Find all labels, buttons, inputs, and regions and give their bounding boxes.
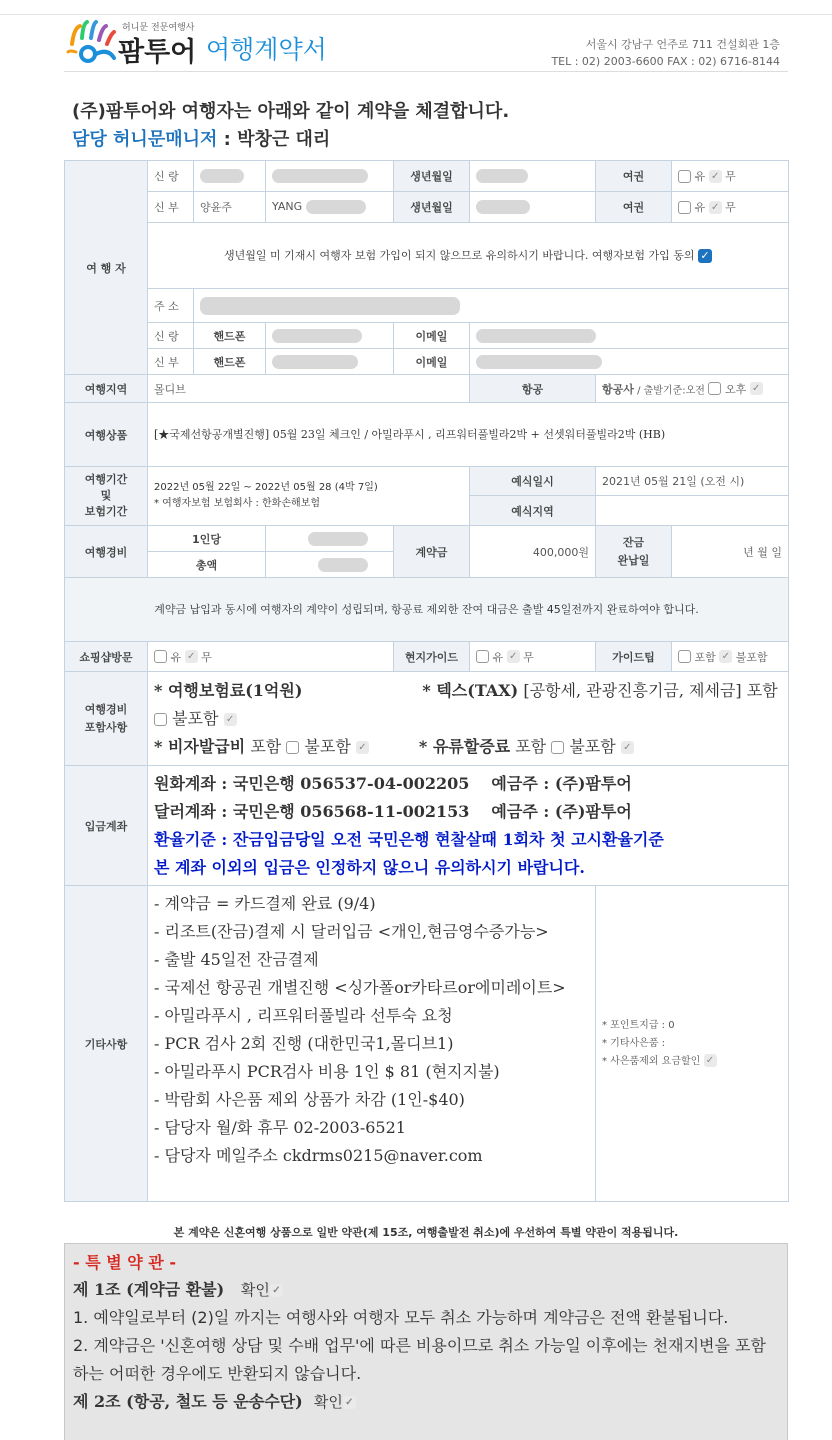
gift-discount-text: * 사은품제외 요금할인 [602, 1055, 701, 1067]
ceremony-date: 2021년 05월 21일 (오전 시) [596, 467, 789, 496]
account-label: 입금계좌 [65, 766, 148, 886]
address-line: 서울시 강남구 언주로 711 건설회관 1층 [585, 38, 780, 51]
article-1-confirm: 확인 [240, 1281, 270, 1299]
misc-item: - 아밀라푸시 PCR검사 비용 1인 $ 81 (현지지불) [154, 1062, 500, 1081]
account-info [148, 766, 789, 886]
groom-label: 신 랑 [148, 323, 194, 349]
opt-exclude: 불포함 [735, 650, 768, 664]
groom-email [470, 323, 789, 349]
period-insurer: * 여행자보험 보험회사 : 한화손해보험 [154, 498, 320, 509]
address-label: 주 소 [148, 289, 194, 323]
redacted [306, 200, 366, 214]
krw-account-no: 원화계좌 : 국민은행 056537-04-002205 [154, 773, 470, 793]
opt-exclude: 불포함 [569, 736, 616, 756]
krw-holder: 예금주 : (주)팜투어 [491, 773, 632, 793]
groom-eng-name [266, 161, 394, 192]
shopping-no-check-icon[interactable]: ✓ [185, 650, 198, 663]
misc-list [148, 886, 596, 1202]
groom-label: 신 랑 [148, 161, 194, 192]
balance-label-2: 완납일 [617, 553, 650, 567]
gift-discount-info [602, 1053, 782, 1071]
air-basis: / 출발기준:오전 [633, 385, 705, 396]
included-line-1 [154, 677, 782, 733]
redacted [200, 169, 244, 183]
region-label: 여행지역 [65, 375, 148, 403]
special-terms-note: 본 계약은 신혼여행 상품으로 일반 약관(제 15조, 여행출발전 취소)에 우선하여 특별 약관이 적용됩니다. [173, 1226, 679, 1239]
included-label-1: 여행경비 [84, 702, 128, 716]
inc-insurance: * 여행보험료(1억원) [154, 680, 303, 700]
included-label [65, 672, 148, 766]
air-company: 항공사 [602, 382, 634, 396]
groom-birth [470, 161, 596, 192]
visa-check-icon[interactable]: ✓ [356, 741, 369, 754]
inc-visa: * 비자발급비 [154, 736, 246, 756]
manager-name: 박창근 대리 [237, 129, 331, 150]
opt-no: 무 [725, 201, 736, 214]
period-label-2: 및 [100, 489, 112, 502]
product-value: [★국제선항공개별진행] 05월 23일 체크인 / 아밀라푸시 , 리프워터풀빌라2박 + 선셋워터풀빌라2박 (HB) [148, 403, 789, 467]
groom-phone [266, 323, 394, 349]
address-value [194, 289, 789, 323]
guide-no-check-icon[interactable]: ✓ [507, 650, 520, 663]
article-2 [73, 1388, 779, 1416]
redacted [272, 169, 368, 183]
included-label-2: 포함사항 [84, 720, 128, 734]
period-value [148, 467, 470, 526]
krw-account [154, 770, 782, 798]
bride-email-label: 이메일 [394, 349, 470, 375]
bride-eng-name [266, 192, 394, 223]
intro [72, 98, 509, 154]
local-guide-options [470, 642, 596, 672]
bride-phone-label: 핸드폰 [194, 349, 266, 375]
misc-item: - 계약금 = 카드결제 완료 (9/4) [154, 894, 376, 913]
document-title: 여행계약서 [206, 35, 327, 64]
opt-yes: 유 [170, 650, 182, 664]
air-options [596, 375, 789, 403]
exchange-rate-note: 환율기준 : 잔금입금당일 오전 국민은행 현찰살때 1회차 첫 고시환율기준 [154, 829, 664, 849]
opt-yes: 유 [694, 201, 706, 214]
inc-fuel: * 유류할증료 [418, 736, 511, 756]
misc-item: - 출발 45일전 잔금결제 [154, 950, 319, 969]
article-2-confirm: 확인 [313, 1393, 343, 1411]
document-header [64, 16, 788, 72]
article-1-title: 제 1조 (계약금 환불) [73, 1280, 225, 1299]
total-value [266, 552, 394, 578]
groom-birth-label: 생년월일 [394, 161, 470, 192]
redacted [200, 297, 460, 315]
brand-subtitle: 허니문 전문여행사 [122, 23, 195, 33]
fuel-exclude-checkbox[interactable] [551, 741, 564, 754]
opt-no: 무 [725, 170, 736, 183]
misc-label: 기타사항 [65, 886, 148, 1202]
passport-no-check-icon[interactable]: ✓ [709, 170, 722, 183]
brand-name: 팜투어 [118, 37, 197, 68]
passport-yes-checkbox[interactable] [678, 201, 691, 214]
misc-extra [596, 886, 789, 1202]
opt-no: 무 [201, 650, 212, 664]
included-line-2 [154, 733, 782, 761]
period-label-3: 보험기간 [84, 505, 128, 518]
tax-check-icon[interactable]: ✓ [224, 713, 237, 726]
bride-label: 신 부 [148, 349, 194, 375]
shopping-label: 쇼핑샵방문 [65, 642, 148, 672]
redacted [272, 355, 358, 369]
article-1-check-icon[interactable]: ✓ [270, 1284, 283, 1297]
deposit-label: 계약금 [394, 526, 470, 578]
misc-item: - 담당자 메일주소 ckdrms0215@naver.com [154, 1146, 483, 1165]
guide-tip-label: 가이드팁 [596, 642, 672, 672]
bride-passport-options [672, 192, 789, 223]
inc-tax: * 텍스(TAX) [422, 680, 519, 700]
company-address [551, 36, 780, 70]
opt-include: 포함 [694, 650, 716, 664]
opt-include: 포함 [515, 736, 547, 756]
misc-item: - 아밀라푸시 , 리프워터풀빌라 선투숙 요청 [154, 1006, 453, 1025]
article-1 [73, 1276, 779, 1304]
local-guide-label: 현지가이드 [394, 642, 470, 672]
air-label: 항공 [470, 375, 596, 403]
redacted [476, 200, 530, 214]
manager-label: 담당 허니문매니저 [72, 129, 218, 150]
article-1-p2: 2. 계약금은 '신혼여행 상담 및 수배 업무'에 따른 비용이므로 취소 가능일 이후에는 천재지변을 포함하는 어떠한 경우에도 반환되지 않습니다. [73, 1336, 766, 1383]
visa-exclude-checkbox[interactable] [286, 741, 299, 754]
redacted [272, 329, 362, 343]
balance-label [596, 526, 672, 578]
period-label [65, 467, 148, 526]
usd-account-no: 달러계좌 : 국민은행 056568-11-002153 [154, 801, 470, 821]
product-label: 여행상품 [65, 403, 148, 467]
opt-exclude: 불포함 [172, 708, 219, 728]
air-pm: 오후 [724, 382, 747, 396]
guide-yes-checkbox[interactable] [476, 650, 489, 663]
insurance-notice [148, 223, 789, 289]
deposit-value: 400,000원 [470, 526, 596, 578]
misc-item: - 국제선 항공권 개별진행 <싱가폴or카타르or에미레이트> [154, 978, 566, 997]
contract-notice: 계약금 납입과 동시에 여행자의 계약이 성립되며, 항공료 제외한 잔여 대금은 출발 45일전까지 완료하여야 합니다. [65, 578, 789, 642]
region-value: 몰디브 [148, 375, 470, 403]
passport-no-check-icon[interactable]: ✓ [709, 201, 722, 214]
redacted [308, 532, 368, 546]
traveler-label: 여 행 자 [65, 161, 148, 375]
fuel-check-icon[interactable]: ✓ [621, 741, 634, 754]
guide-tip-options [672, 642, 789, 672]
misc-item: - 박람회 사은품 제외 상품가 차감 (1인-$40) [154, 1090, 465, 1109]
gift-info: * 기타사은품 : [602, 1037, 666, 1049]
per-person-value [266, 526, 394, 552]
bride-phone [266, 349, 394, 375]
period-dates: 2022년 05월 22일 ~ 2022년 05월 28 (4박 7일) [154, 482, 378, 493]
total-label: 총액 [148, 552, 266, 578]
shopping-yes-checkbox[interactable] [154, 650, 167, 663]
redacted [318, 558, 368, 572]
tip-exclude-check-icon[interactable]: ✓ [719, 650, 732, 663]
per-person-label: 1인당 [148, 526, 266, 552]
intro-line: (주)팜투어와 여행자는 아래와 같이 계약을 체결합니다. [72, 101, 510, 122]
redacted [476, 169, 528, 183]
insurance-agree-checkbox[interactable]: ✓ [698, 249, 712, 263]
ceremony-place-label: 예식지역 [470, 496, 596, 526]
usd-account [154, 798, 782, 826]
air-am-checkbox[interactable] [708, 382, 721, 395]
top-divider [0, 14, 832, 15]
opt-yes: 유 [694, 170, 706, 183]
period-label-1: 여행기간 [84, 473, 128, 486]
point-info: * 포인트지급 : 0 [602, 1019, 675, 1031]
tip-include-checkbox[interactable] [678, 650, 691, 663]
company-logo [66, 18, 122, 66]
tax-exclude-checkbox[interactable] [154, 713, 167, 726]
opt-no: 무 [523, 650, 534, 664]
bride-birth-label: 생년월일 [394, 192, 470, 223]
article-2-check-icon[interactable]: ✓ [343, 1396, 356, 1409]
bride-email [470, 349, 789, 375]
groom-passport-options [672, 161, 789, 192]
passport-yes-checkbox[interactable] [678, 170, 691, 183]
ceremony-place [596, 496, 789, 526]
usd-holder: 예금주 : (주)팜투어 [491, 801, 632, 821]
groom-phone-label: 핸드폰 [194, 323, 266, 349]
account-warning: 본 계좌 이외의 입금은 인정하지 않으니 유의하시기 바랍니다. [154, 857, 585, 877]
bride-label: 신 부 [148, 192, 194, 223]
gift-discount-check-icon[interactable]: ✓ [704, 1054, 717, 1067]
balance-date: 년 월 일 [672, 526, 789, 578]
included-items [148, 672, 789, 766]
article-1-p1: 1. 예약일로부터 (2)일 까지는 여행사와 여행자 모두 취소 가능하며 계약금은 전액 환불됩니다. [73, 1308, 729, 1327]
bride-passport-label: 여권 [596, 192, 672, 223]
bride-eng-prefix: YANG [272, 200, 303, 213]
misc-item: - 리조트(잔금)결제 시 달러입금 <개인,현금영수증가능> [154, 922, 549, 941]
special-terms [64, 1243, 788, 1440]
contract-table [64, 160, 789, 1202]
balance-label-1: 잔금 [622, 535, 645, 549]
manager-line [72, 126, 509, 154]
manager-sep: : [217, 129, 238, 150]
insurance-notice-text: 생년월일 미 기재시 여행자 보험 가입이 되지 않으므로 유의하시기 바랍니다. 여행자보험 가입 동의 [224, 248, 695, 262]
air-pm-check-icon[interactable]: ✓ [750, 382, 763, 395]
groom-email-label: 이메일 [394, 323, 470, 349]
bride-birth [470, 192, 596, 223]
groom-passport-label: 여권 [596, 161, 672, 192]
article-2-title: 제 2조 (항공, 철도 등 운송수단) [73, 1392, 303, 1411]
redacted [476, 355, 602, 369]
ceremony-date-label: 예식일시 [470, 467, 596, 496]
cost-label: 여행경비 [65, 526, 148, 578]
inc-tax-detail: [공항세, 관광진흥기금, 제세금] 포함 [518, 680, 778, 700]
opt-include: 포함 [250, 736, 282, 756]
redacted [476, 329, 596, 343]
contact-line: TEL : 02) 2003-6600 FAX : 02) 6716-8144 [551, 55, 780, 68]
groom-name [194, 161, 266, 192]
opt-exclude: 불포함 [304, 736, 351, 756]
opt-yes: 유 [492, 650, 504, 664]
bride-name: 양윤주 [194, 192, 266, 223]
terms-title: - 특 별 약 관 - [73, 1253, 176, 1272]
shopping-options [148, 642, 394, 672]
misc-item: - PCR 검사 2회 진행 (대한민국1,몰디브1) [154, 1034, 454, 1053]
misc-item: - 담당자 월/화 휴무 02-2003-6521 [154, 1118, 406, 1137]
